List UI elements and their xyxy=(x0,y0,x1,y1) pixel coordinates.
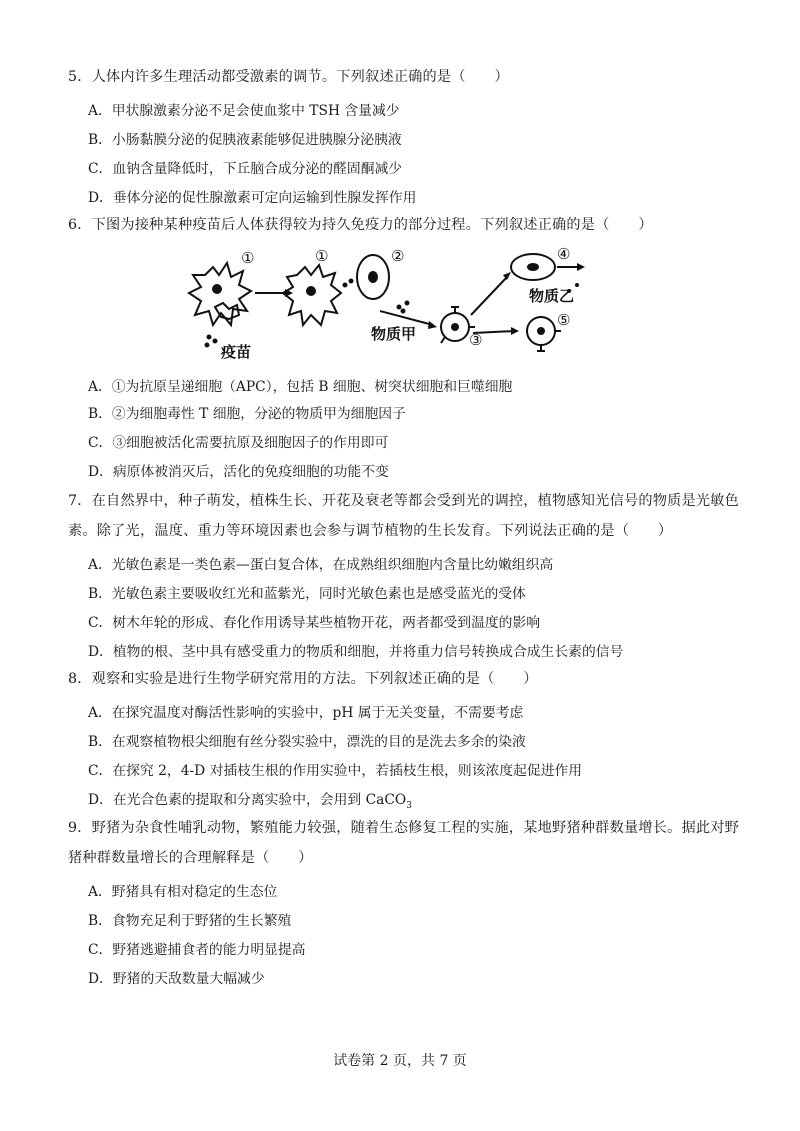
question-7-option-d: D．植物的根、茎中具有感受重力的物质和细胞，并将重力信号转换成合成生长素的信号 xyxy=(88,644,624,660)
label-substance-a: 物质甲 xyxy=(371,325,417,343)
label-substance-b: 物质乙 xyxy=(529,287,575,305)
question-8-option-c: C．在探究 2，4-D 对插枝生根的作用实验中，若插枝生根，则该浓度起促进作用 xyxy=(88,763,583,779)
immune-process-diagram xyxy=(185,245,585,365)
question-9-stem-line-1: 9．野猪为杂食性哺乳动物，繁殖能力较强，随着生态修复工程的实施，某地野猪种群数量增长。据此对野 xyxy=(68,820,740,836)
question-6-option-a: A．①为抗原呈递细胞（APC），包括 B 细胞、树突状细胞和巨噬细胞 xyxy=(88,379,513,395)
question-8-option-d-subscript: 3 xyxy=(406,800,412,811)
question-8-stem: 8．观察和实验是进行生物学研究常用的方法。下列叙述正确的是（ ） xyxy=(68,671,538,687)
question-6-option-c: C．③细胞被活化需要抗原及细胞因子的作用即可 xyxy=(88,435,389,451)
question-8-option-d-text: D．在光合色素的提取和分离实验中，会用到 CaCO xyxy=(88,792,407,808)
question-9-option-d: D．野猪的天敌数量大幅减少 xyxy=(88,971,265,987)
question-9-stem-line-2: 猪种群数量增长的合理解释是（ ） xyxy=(68,850,313,866)
question-5-option-a: A．甲状腺激素分泌不足会使血浆中 TSH 含量减少 xyxy=(88,103,400,119)
label-2: ② xyxy=(391,247,405,265)
label-4: ④ xyxy=(557,245,571,263)
label-1b: ① xyxy=(315,247,329,265)
question-8-option-a: A．在探究温度对酶活性影响的实验中，pH 属于无关变量，不需要考虑 xyxy=(88,705,524,721)
question-7-stem-line-1: 7．在自然界中，种子萌发，植株生长、开花及衰老等都会受到光的调控，植物感知光信号的物质是光敏色 xyxy=(68,493,740,509)
label-5: ⑤ xyxy=(557,311,571,329)
page-footer: 试卷第 2 页，共 7 页 xyxy=(333,1053,467,1069)
question-9-option-a: A．野猪具有相对稳定的生态位 xyxy=(88,884,278,900)
question-8-option-b: B．在观察植物根尖细胞有丝分裂实验中，漂洗的目的是洗去多余的染液 xyxy=(88,734,526,750)
question-5-option-b: B．小肠黏膜分泌的促胰液素能够促进胰腺分泌胰液 xyxy=(88,132,402,148)
question-5-option-c: C．血钠含量降低时，下丘脑合成分泌的醛固酮减少 xyxy=(88,161,403,177)
question-7-option-b: B．光敏色素主要吸收红光和蓝紫光，同时光敏色素也是感受蓝光的受体 xyxy=(88,586,526,602)
question-8-option-d xyxy=(88,790,728,816)
question-5-option-d: D．垂体分泌的促性腺激素可定向运输到性腺发挥作用 xyxy=(88,190,417,206)
label-3: ③ xyxy=(469,331,483,349)
question-7-option-c: C．树木年轮的形成、春化作用诱导某些植物开花，两者都受到温度的影响 xyxy=(88,615,541,631)
question-9-option-b: B．食物充足利于野猪的生长繁殖 xyxy=(88,913,292,929)
question-9-option-c: C．野猪逃避捕食者的能力明显提高 xyxy=(88,942,306,958)
question-6-option-b: B．②为细胞毒性 T 细胞，分泌的物质甲为细胞因子 xyxy=(88,406,406,422)
question-6-stem: 6．下图为接种某种疫苗后人体获得较为持久免疫力的部分过程。下列叙述正确的是（ ） xyxy=(68,217,653,233)
question-5-stem: 5．人体内许多生理活动都受激素的调节。下列叙述正确的是（ ） xyxy=(68,69,509,85)
label-1: ① xyxy=(241,249,255,267)
question-6-option-d: D．病原体被消灭后，活化的免疫细胞的功能不变 xyxy=(88,464,389,480)
question-7-stem-line-2: 素。除了光，温度、重力等环境因素也会参与调节植物的生长发育。下列说法正确的是（ ） xyxy=(68,523,673,539)
question-7-option-a: A．光敏色素是一类色素—蛋白复合体，在成熟组织细胞内含量比幼嫩组织高 xyxy=(88,557,554,573)
label-vaccine: 疫苗 xyxy=(221,343,252,361)
